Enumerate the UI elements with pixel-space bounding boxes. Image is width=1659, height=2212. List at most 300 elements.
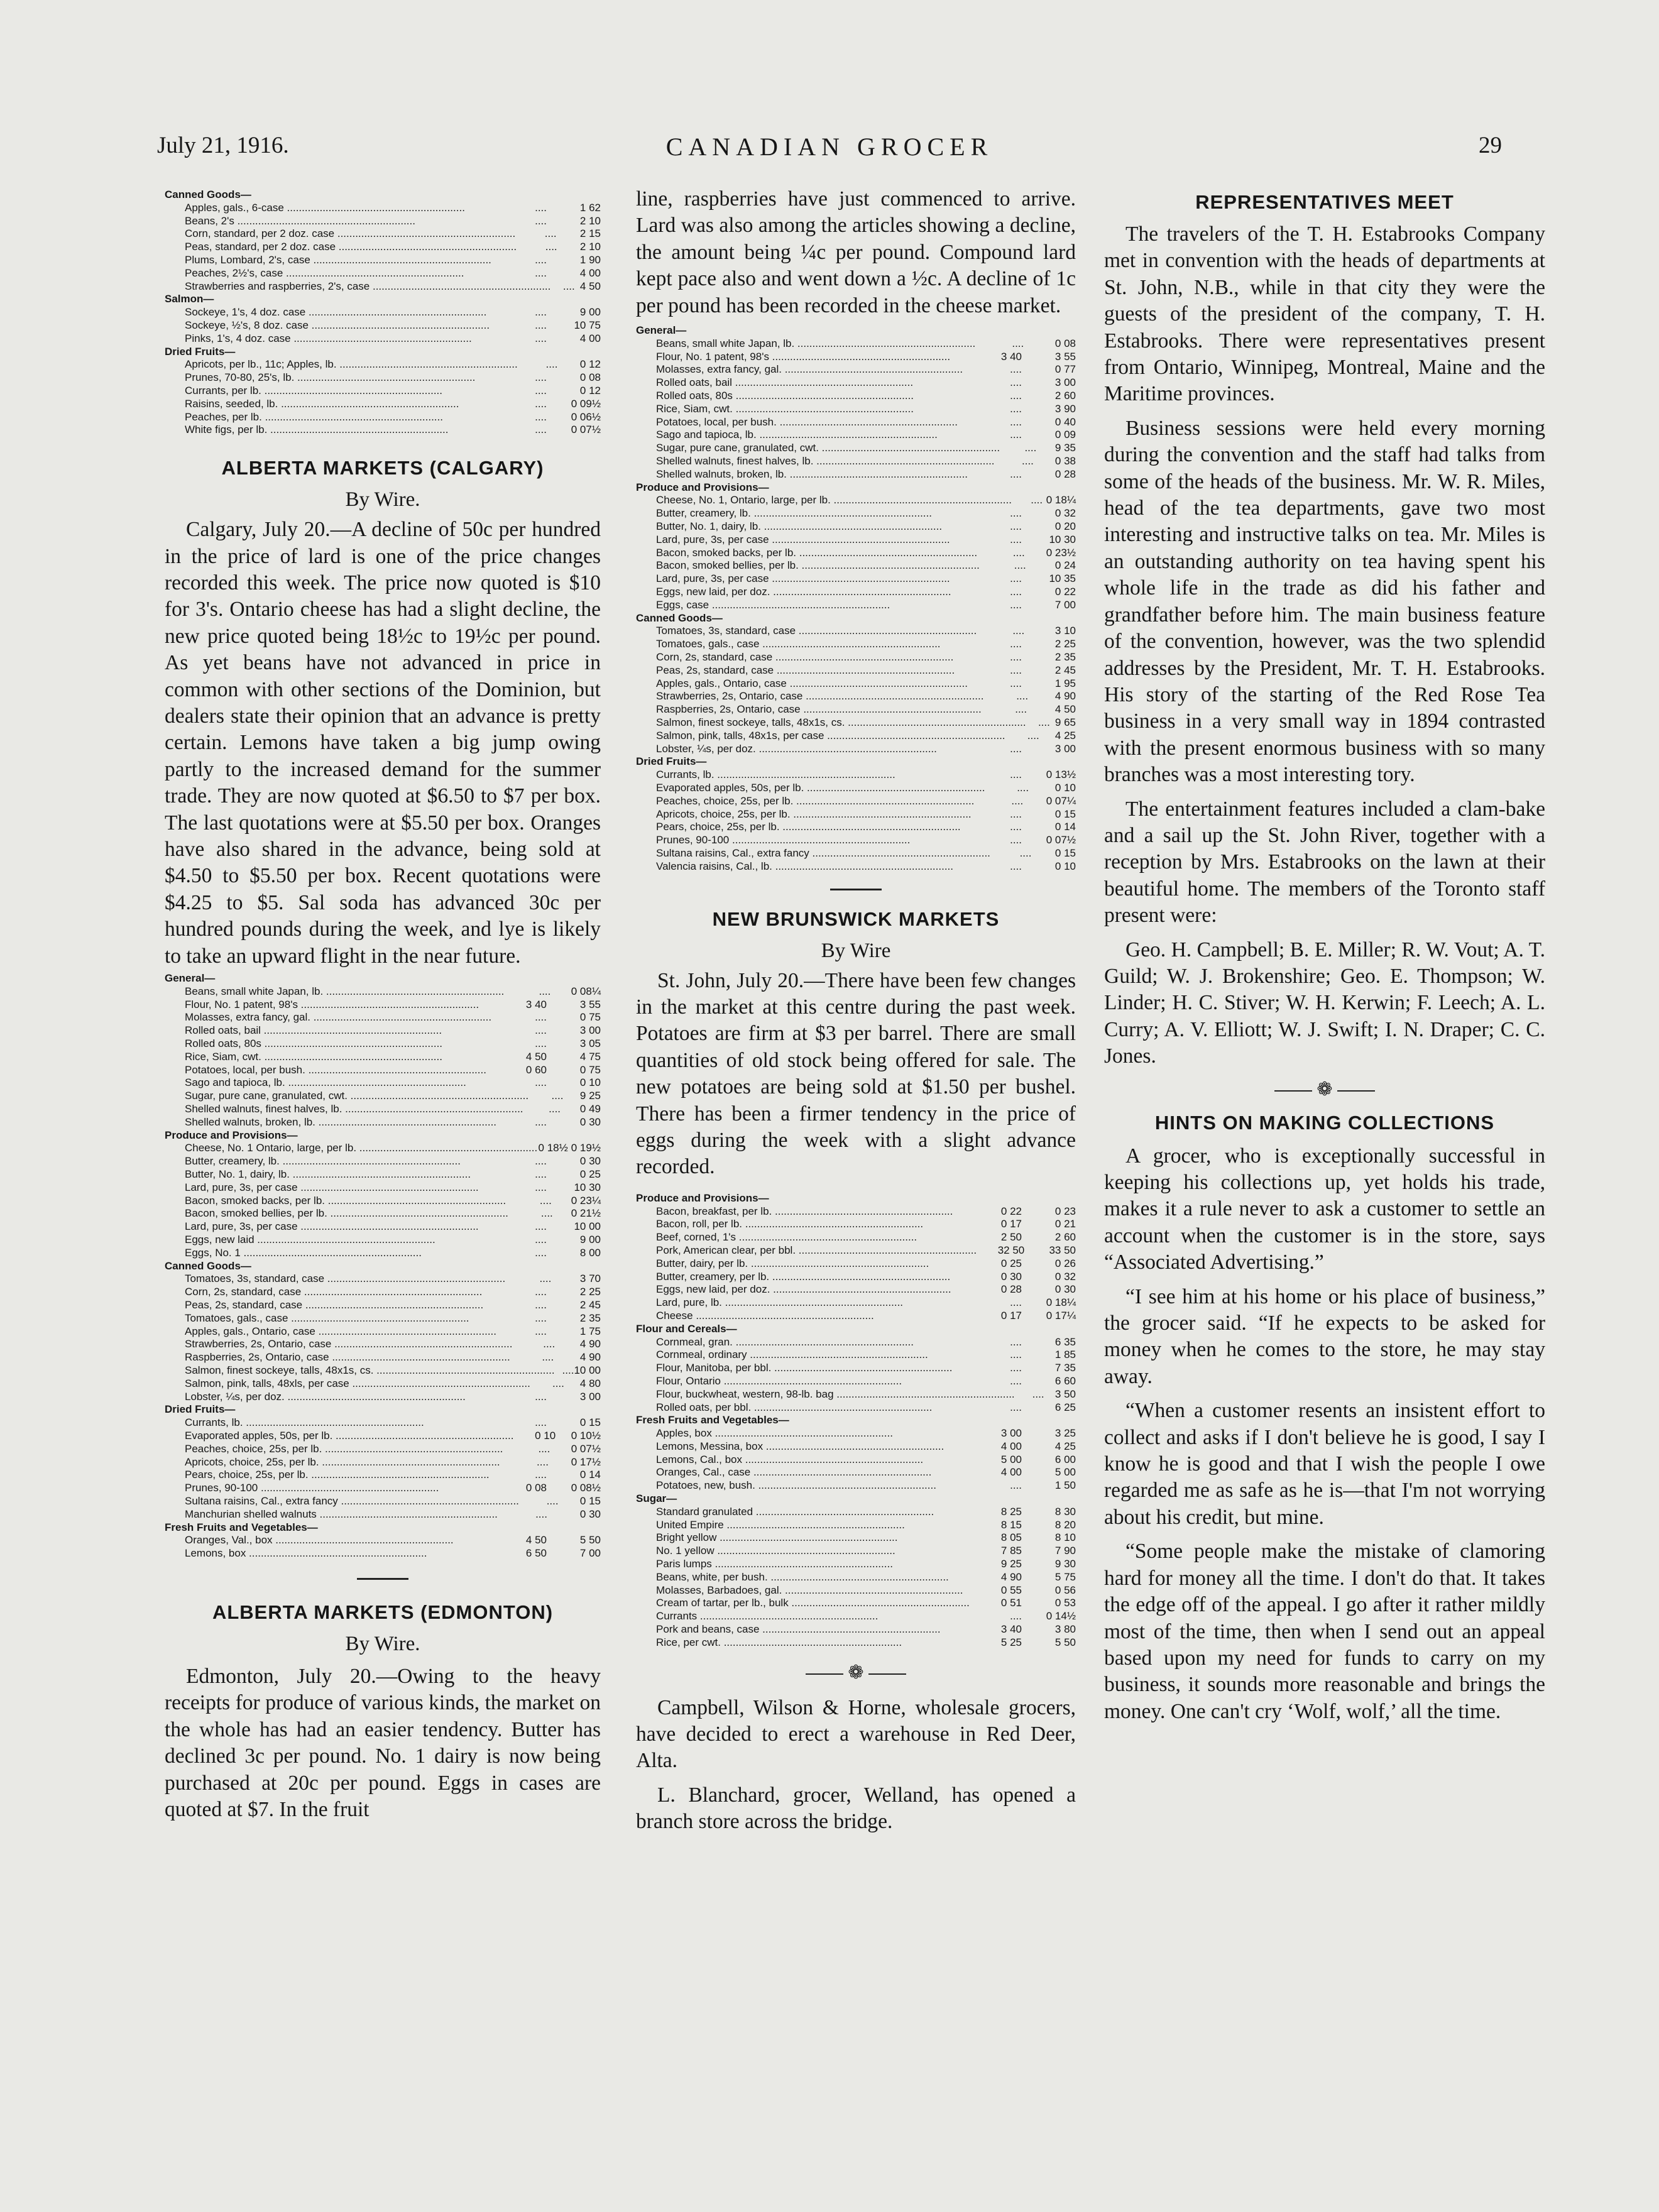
- price-low: 3 40: [1000, 1623, 1022, 1636]
- price-high: 0 09½: [571, 397, 601, 410]
- table-row: [636, 1401, 1076, 1415]
- price-high: 10 00: [574, 1364, 601, 1376]
- table-row: [636, 1597, 1076, 1610]
- table-category: Produce and Provisions—: [636, 481, 769, 493]
- price-high: 7 00: [1054, 598, 1076, 611]
- price-low: ....: [1015, 703, 1027, 716]
- price-high: 0 53: [1054, 1597, 1076, 1609]
- item-label: Bacon, roll, per lb. ............................................................: [656, 1218, 924, 1230]
- item-label: Currants ............................................................: [656, 1610, 879, 1623]
- item-label: Sugar, pure cane, granulated, cwt. ............................................................: [185, 1090, 529, 1102]
- item-label: Beans, small white Japan, lb. ............................................................: [656, 337, 976, 349]
- price-high: 9 35: [1054, 442, 1076, 454]
- price-high: 3 55: [1054, 350, 1076, 363]
- price-high: 5 50: [579, 1534, 601, 1547]
- table-category: General—: [165, 972, 216, 985]
- price-high: 4 50: [1054, 703, 1076, 716]
- toronto-staff-list: Geo. H. Campbell; B. E. Miller; R. W. Vout; A. T. Guild; W. J. Brokenshire; Geo. E. Thompson; W. Linder; H. C. Stiver; W. H. Kerwin; F. Leech; A. L. Curry; A. V. Elliott; W. J. Swift; I. N. Draper; C. C. Jones.: [1104, 938, 1545, 1068]
- price-low: ....: [1010, 1479, 1022, 1492]
- price-low: ....: [535, 319, 547, 331]
- price-high: 0 10½: [571, 1429, 601, 1442]
- price-low: 5 25: [1000, 1636, 1022, 1648]
- price-low: ....: [545, 358, 558, 371]
- price-high: 4 90: [579, 1351, 601, 1364]
- price-high: 0 07½: [571, 424, 601, 436]
- item-label: Pork and beans, case ............................................................: [656, 1623, 941, 1636]
- table-row: [165, 1351, 601, 1364]
- table-row: [636, 1623, 1076, 1636]
- price-high: 0 30: [579, 1155, 601, 1168]
- table-category: Dried Fruits—: [165, 345, 236, 358]
- item-label: Lobster, ¼s, per doz. ............................................................: [656, 742, 937, 755]
- item-label: Prunes, 90-100 ............................................................: [656, 834, 911, 846]
- price-low: 0 28: [1000, 1283, 1022, 1296]
- table-row: [165, 1482, 601, 1495]
- table-row: [165, 398, 601, 411]
- price-low: ....: [1010, 1374, 1022, 1387]
- price-low: ....: [544, 227, 557, 240]
- price-low: 0 17: [1000, 1309, 1022, 1322]
- calgary-heading: ALBERTA MARKETS (CALGARY): [221, 457, 544, 479]
- price-high: 4 25: [1054, 1440, 1076, 1452]
- item-label: Salmon, pink, talls, 48x1s, per case ............................................................: [656, 729, 1005, 742]
- price-high: 0 10: [579, 1076, 601, 1089]
- price-low: ....: [535, 1298, 547, 1311]
- price-high: 0 23¼: [571, 1194, 601, 1207]
- price-low: ....: [535, 1416, 547, 1429]
- price-low: 4 00: [1000, 1466, 1022, 1479]
- item-label: Apples, gals., 6-case ............................................................: [185, 201, 465, 214]
- price-low: ....: [535, 332, 547, 344]
- table-row: [165, 1273, 601, 1286]
- price-high: 0 30: [1054, 1283, 1076, 1296]
- price-high: 8 30: [1054, 1505, 1076, 1518]
- price-low: ....: [546, 1494, 559, 1507]
- table-row: [165, 985, 601, 999]
- table-row: [165, 215, 601, 228]
- item-label: Butter, creamery, per lb. ............................................................: [656, 1270, 951, 1283]
- item-label: Beans, white, per bush. ............................................................: [656, 1570, 949, 1583]
- table-row: [165, 202, 601, 215]
- item-label: Shelled walnuts, broken, lb. ............................................................: [185, 1115, 497, 1128]
- price-high: 1 75: [579, 1325, 601, 1337]
- price-low: ....: [535, 201, 547, 214]
- table-row: [636, 586, 1076, 599]
- price-low: 0 25: [1000, 1257, 1022, 1269]
- item-label: Sockeye, ½'s, 8 doz. case ............................................................: [185, 319, 490, 331]
- publication-title: CANADIAN GROCER: [665, 133, 994, 161]
- item-label: Oranges, Cal., case ............................................................: [656, 1466, 932, 1479]
- table-row: [165, 1391, 601, 1404]
- new-brunswick-report: St. John, July 20.—There have been few changes in the market at this centre during the past week. Potatoes are firm at $3 per barrel. There are small quantities of old stock being offered for sale. The new potatoes are being sold at $1.50 per bushel. There has been a firmer tendency in the price of eggs during the week with a slight advance recorded.: [636, 968, 1076, 1179]
- item-label: Currants, lb. ............................................................: [656, 769, 895, 781]
- price-low: ....: [1038, 716, 1050, 728]
- table-row: [636, 376, 1076, 390]
- item-label: Sugar, pure cane, granulated, cwt. ............................................................: [656, 442, 1000, 454]
- item-label: Peas, standard, per 2 doz. case ............................................................: [185, 241, 517, 253]
- price-high: 4 75: [579, 1050, 601, 1063]
- item-label: Molasses, extra fancy, gal. ............................................................: [656, 363, 963, 376]
- price-low: ....: [1010, 1296, 1022, 1309]
- table-row: [636, 572, 1076, 586]
- item-label: Tomatoes, 3s, standard, case ............................................................: [656, 625, 977, 637]
- item-label: Corn, standard, per 2 doz. case ............................................................: [185, 227, 516, 240]
- table-row: [636, 1479, 1076, 1492]
- price-high: 33 50: [1049, 1244, 1076, 1256]
- item-label: Corn, 2s, standard, case ............................................................: [185, 1286, 483, 1298]
- table-row: [165, 227, 601, 241]
- price-high: 2 25: [1054, 638, 1076, 650]
- price-low: ....: [545, 241, 557, 253]
- table-row: [636, 808, 1076, 821]
- item-label: Flour, Ontario ............................................................: [656, 1374, 902, 1387]
- price-high: 6 35: [1054, 1335, 1076, 1348]
- edmonton-report-part2: line, raspberries have just commenced to arrive. Lard was also among the articles showing a decline, the amount being ¼c per pound. Compound lard kept pace also and went down a ½c. A decline of 1c per pound has been recorded in the cheese market.: [636, 187, 1076, 317]
- price-low: 0 55: [1000, 1584, 1022, 1596]
- table-row: [165, 1299, 601, 1312]
- price-low: ....: [1010, 860, 1022, 872]
- price-low: 32 50: [997, 1244, 1025, 1256]
- price-high: 0 06½: [571, 410, 601, 423]
- table-category: Sugar—: [636, 1492, 677, 1505]
- edmonton-report-part1: Edmonton, July 20.—Owing to the heavy receipts for produce of various kinds, the market on the whole has had an easier tendency. Butter has declined 3c per pound. No. 1 dairy is now being purchased at 20c per pound. Eggs in cases are quoted at $7. In the fruit: [165, 1664, 601, 1821]
- table-row: [636, 599, 1076, 612]
- table-category: General—: [636, 324, 687, 337]
- table-row: [636, 1610, 1076, 1623]
- price-high: 0 18¼: [1046, 1296, 1076, 1309]
- table-row: [636, 1506, 1076, 1519]
- item-label: Lard, pure, 3s, per case ............................................................: [656, 533, 950, 545]
- calgary-report: Calgary, July 20.—A decline of 50c per hundred in the price of lard is one of the price changes recorded this week. The price now quoted is $10 for 3's. Ontario cheese has had a slight decline, the new price quoted being 18½c to 19½c per pound. As yet beans have not advanced in price in common with other sections of the Dominion, but dealers state their opinion that an advance is pretty certain. Lemons have taken a big jump owing partly to the increased demand for the summer trade. They are now quoted at $6.50 to $7 per box. The last quotations were at $5.50 per box. Oranges have also shared in the advance, being sold at $4.50 to $5.50 per box. Recent quotations were $4.25 to $5. Sal soda has advanced 30c per hundred pounds during the week, and lye is likely to take an upward flight in the near future.: [165, 518, 601, 968]
- table-row: [165, 241, 601, 254]
- table-category: Fresh Fruits and Vegetables—: [165, 1521, 318, 1533]
- note-blanchard: L. Blanchard, grocer, Welland, has opened a branch store across the bridge.: [636, 1783, 1076, 1834]
- item-label: Eggs, new laid ............................................................: [185, 1233, 435, 1246]
- item-label: Paris lumps ............................................................: [656, 1558, 893, 1570]
- price-high: 9 00: [579, 1233, 601, 1246]
- table-row: [165, 1312, 601, 1325]
- table-row: [636, 703, 1076, 716]
- table-row: [165, 1207, 601, 1220]
- item-label: Apricots, choice, 25s, per lb. ............................................................: [185, 1455, 500, 1468]
- table-row: [636, 1336, 1076, 1349]
- item-label: Rolled oats, bail ............................................................: [656, 376, 914, 389]
- item-label: Tomatoes, gals., case ............................................................: [656, 638, 941, 650]
- price-high: 6 00: [1054, 1453, 1076, 1465]
- item-label: Apricots, per lb., 11c; Apples, lb. ............................................................: [185, 358, 518, 371]
- flower-ornament-icon: ❁: [1317, 1078, 1333, 1100]
- table-row: [636, 520, 1076, 534]
- item-label: Tomatoes, gals., case ............................................................: [185, 1311, 469, 1324]
- table-category: Flour and Cereals—: [636, 1322, 737, 1335]
- price-high: 0 75: [579, 1011, 601, 1024]
- item-label: Oranges, Val., box ............................................................: [185, 1534, 454, 1547]
- table-row: [636, 1388, 1076, 1401]
- price-high: 0 15: [579, 1494, 601, 1507]
- price-low: ....: [1012, 337, 1024, 349]
- price-low: ....: [535, 397, 547, 410]
- table-category: Dried Fruits—: [165, 1403, 236, 1416]
- table-row: [636, 1571, 1076, 1584]
- table-row: [636, 716, 1076, 730]
- item-label: Flour, Manitoba, per bbl. ............................................................: [656, 1362, 953, 1374]
- price-low: ....: [1012, 546, 1025, 559]
- table-row: [636, 821, 1076, 834]
- item-label: Flour, buckwheat, western, 98-lb. bag ............................................................: [656, 1388, 1015, 1400]
- table-row: [165, 424, 601, 437]
- collections-paragraph: “When a customer resents an insistent effort to collect and asks if I don't believe he is good, I say I know he is good and that I wish the people I owe regarded me as safe as he is—that I'm not worrying about his credit, but mine.: [1104, 1399, 1545, 1529]
- price-low: ....: [1017, 781, 1029, 794]
- price-low: 0 17: [1000, 1218, 1022, 1230]
- item-label: Eggs, case ............................................................: [656, 598, 890, 611]
- price-high: 3 00: [1054, 376, 1076, 389]
- price-high: 0 77: [1054, 363, 1076, 376]
- price-high: 0 32: [1054, 507, 1076, 520]
- calgary-byline: By Wire.: [345, 488, 420, 512]
- table-row: [165, 1547, 601, 1560]
- price-high: 0 28: [1054, 468, 1076, 480]
- item-label: Beans, 2's ............................................................: [185, 214, 415, 227]
- item-label: Rice, Siam, cwt. ............................................................: [185, 1050, 442, 1063]
- item-label: Bacon, smoked backs, per lb. ............................................................: [185, 1194, 506, 1207]
- table-category: Produce and Provisions—: [165, 1129, 298, 1141]
- table-row: [165, 1076, 601, 1090]
- item-label: Prunes, 70-80, 25's, lb. ............................................................: [185, 371, 476, 384]
- price-low: ....: [1032, 1388, 1044, 1400]
- price-low: ....: [535, 1390, 547, 1403]
- item-label: Peaches, per lb. ............................................................: [185, 410, 443, 423]
- table-row: [636, 494, 1076, 507]
- table-row: [636, 625, 1076, 638]
- item-label: Eggs, No. 1 ............................................................: [185, 1246, 422, 1259]
- column-left: [165, 189, 601, 2099]
- price-low: ....: [535, 1508, 547, 1520]
- price-high: 2 35: [579, 1311, 601, 1324]
- table-row: [165, 1234, 601, 1247]
- page-header: [157, 132, 1502, 170]
- table-row: [165, 1364, 601, 1377]
- table-row: [636, 860, 1076, 873]
- price-high: 3 05: [579, 1038, 601, 1050]
- item-label: Sockeye, 1's, 4 doz. case ............................................................: [185, 306, 487, 319]
- representatives-paragraph: The entertainment features included a clam-bake and a sail up the St. John River, together with a reception by Mrs. Estabrooks on the lawn at their beautiful home. The members of the Toronto staff present were:: [1104, 797, 1545, 928]
- item-label: Rolled oats, per bbl. ............................................................: [656, 1401, 933, 1413]
- price-high: 0 14½: [1046, 1610, 1076, 1623]
- table-row: [165, 1103, 601, 1116]
- item-label: Salmon, finest sockeye, talls, 48x1s, cs. ............................................................: [185, 1364, 555, 1376]
- item-label: Bacon, smoked bellies, per lb. ............................................................: [185, 1207, 508, 1220]
- price-low: ....: [535, 410, 547, 423]
- price-low: ....: [1019, 846, 1032, 859]
- price-low: ....: [1010, 429, 1022, 441]
- item-label: Eggs, new laid, per doz. ............................................................: [656, 585, 951, 598]
- table-row: [165, 1090, 601, 1103]
- price-low: ....: [535, 1233, 547, 1246]
- table-row: [636, 1375, 1076, 1388]
- price-low: 0 30: [1000, 1270, 1022, 1283]
- price-low: ....: [543, 1338, 556, 1350]
- item-label: Valencia raisins, Cal., lb. ............................................................: [656, 860, 953, 872]
- item-label: Shelled walnuts, broken, lb. ............................................................: [656, 468, 968, 480]
- item-label: Lemons, Messina, box ............................................................: [656, 1440, 944, 1452]
- table-row: [165, 1038, 601, 1051]
- item-label: Peaches, choice, 25s, per lb. ............................................................: [656, 794, 975, 807]
- price-high: 8 00: [579, 1246, 601, 1259]
- item-label: Butter, No. 1, dairy, lb. ............................................................: [656, 520, 943, 532]
- price-high: 0 22: [1054, 585, 1076, 598]
- table-row: [636, 468, 1076, 481]
- table-row: [636, 507, 1076, 520]
- price-low: ....: [1010, 1362, 1022, 1374]
- table-row: [636, 416, 1076, 429]
- price-high: 0 08¼: [571, 985, 601, 997]
- price-high: 0 08: [1054, 337, 1076, 349]
- collections-paragraph: “I see him at his home or his place of business,” the grocer said. “If he expects to be asked for money when he comes to the store, he may stay away.: [1104, 1284, 1545, 1388]
- price-low: ....: [535, 384, 547, 397]
- table-row: [165, 306, 601, 319]
- item-label: Pinks, 1's, 4 doz. case ............................................................: [185, 332, 472, 344]
- price-low: 4 90: [1000, 1570, 1022, 1583]
- item-label: Apples, gals., Ontario, case ............................................................: [185, 1325, 496, 1337]
- item-label: Cornmeal, gran. ............................................................: [656, 1335, 914, 1348]
- table-row: [165, 1456, 601, 1469]
- price-low: ....: [535, 1469, 547, 1481]
- price-low: 8 25: [1000, 1505, 1022, 1518]
- edmonton-heading: ALBERTA MARKETS (EDMONTON): [212, 1601, 554, 1623]
- column-middle: [636, 189, 1076, 2099]
- table-category: Dried Fruits—: [636, 755, 707, 768]
- representatives-paragraph: The travelers of the T. H. Estabrooks Company met in convention with the heads of departments at St. John, N.B., while in that city they were the guests of the president of the company, T. H. Estabrooks. There were representatives present from Ontario, Winnipeg, Montreal, Maine and the Maritime provinces.: [1104, 222, 1545, 406]
- price-high: 0 17¼: [1046, 1309, 1076, 1322]
- table-row: [165, 1024, 601, 1038]
- table-row: [636, 638, 1076, 651]
- item-label: Currants, lb. ............................................................: [185, 1416, 424, 1429]
- item-label: Evaporated apples, 50s, per lb. ............................................................: [185, 1429, 514, 1442]
- price-high: 2 45: [1054, 664, 1076, 676]
- table-row: [165, 1195, 601, 1208]
- price-high: 7 90: [1054, 1545, 1076, 1557]
- item-label: Lard, pure, 3s, per case ............................................................: [185, 1181, 479, 1193]
- price-low: ....: [535, 1246, 547, 1259]
- item-label: Sago and tapioca, lb. ............................................................: [656, 429, 938, 441]
- price-low: ....: [1010, 821, 1022, 833]
- item-label: Currants, per lb. ............................................................: [185, 384, 442, 397]
- price-low: ....: [1024, 442, 1037, 454]
- item-label: Peas, 2s, standard, case ............................................................: [185, 1298, 484, 1311]
- price-low: ....: [1011, 794, 1024, 807]
- price-high: 0 15: [1054, 846, 1076, 859]
- item-label: Lard, pure, lb. ............................................................: [656, 1296, 904, 1309]
- price-low: ....: [1010, 769, 1022, 781]
- price-high: 3 80: [1054, 1623, 1076, 1636]
- price-high: 7 00: [579, 1547, 601, 1560]
- price-low: ....: [535, 1038, 547, 1050]
- item-label: Apricots, choice, 25s, per lb. ............................................................: [656, 808, 972, 820]
- price-high: 2 60: [1054, 1231, 1076, 1244]
- table-row: [636, 1349, 1076, 1362]
- price-low: ....: [535, 1076, 547, 1089]
- item-label: Bacon, smoked bellies, per lb. ............................................................: [656, 559, 980, 572]
- item-label: Sultana raisins, Cal., extra fancy ............................................................: [185, 1494, 519, 1507]
- item-label: Molasses, extra fancy, gal. ............................................................: [185, 1011, 492, 1024]
- item-label: Cream of tartar, per lb., bulk ............................................................: [656, 1597, 970, 1609]
- price-high: 0 07½: [1046, 834, 1076, 846]
- table-category: Canned Goods—: [636, 611, 723, 624]
- price-low: ....: [1010, 650, 1022, 663]
- table-row: [636, 390, 1076, 403]
- table-row: [165, 1168, 601, 1181]
- item-label: Evaporated apples, 50s, per lb. ............................................................: [656, 781, 985, 794]
- item-label: Butter, dairy, per lb. ............................................................: [656, 1257, 929, 1269]
- price-high: 0 21½: [571, 1207, 601, 1220]
- table-row: [636, 403, 1076, 416]
- price-low: ....: [535, 1181, 547, 1193]
- price-high: 0 10: [1054, 860, 1076, 872]
- table-row: [165, 1534, 601, 1547]
- item-label: Flour, No. 1 patent, 98's ............................................................: [656, 350, 951, 363]
- table-row: [165, 385, 601, 398]
- ornament-divider: [636, 1663, 1076, 1682]
- calgary-price-table: [165, 972, 601, 1560]
- item-label: Peaches, choice, 25s, per lb. ............................................................: [185, 1442, 503, 1455]
- item-label: Potatoes, local, per bush. ............................................................: [185, 1063, 486, 1076]
- table-row: [636, 1271, 1076, 1284]
- table-row: [636, 1545, 1076, 1558]
- price-low: ....: [562, 1364, 574, 1376]
- price-low: ....: [1010, 402, 1022, 415]
- table-row: [636, 1558, 1076, 1571]
- price-high: 6 60: [1054, 1374, 1076, 1387]
- price-high: 10 75: [574, 319, 601, 331]
- price-high: 5 00: [1054, 1466, 1076, 1479]
- table-row: [636, 834, 1076, 847]
- price-low: ....: [1010, 664, 1022, 676]
- table-row: [636, 1296, 1076, 1310]
- table-row: [165, 267, 601, 280]
- price-low: ....: [535, 1220, 547, 1233]
- table-row: [165, 1508, 601, 1521]
- price-high: 2 45: [579, 1298, 601, 1311]
- price-high: 0 08½: [571, 1482, 601, 1494]
- price-low: ....: [535, 424, 547, 436]
- table-row: [165, 1495, 601, 1508]
- price-high: 8 10: [1054, 1531, 1076, 1544]
- table-row: [636, 442, 1076, 455]
- item-label: Cheese ............................................................: [656, 1309, 874, 1322]
- table-row: [165, 1064, 601, 1077]
- price-low: ....: [552, 1377, 564, 1389]
- new-brunswick-price-table: [636, 1192, 1076, 1650]
- price-low: ....: [551, 1090, 564, 1102]
- item-label: Corn, 2s, standard, case ............................................................: [656, 650, 954, 663]
- price-low: 9 25: [1000, 1558, 1022, 1570]
- price-high: 0 12: [579, 358, 601, 371]
- table-row: [165, 999, 601, 1012]
- column-right: [1104, 189, 1545, 2099]
- table-row: [636, 337, 1076, 351]
- table-row: [165, 358, 601, 371]
- item-label: Pork, American clear, per bbl. ............................................................: [656, 1244, 977, 1256]
- table-row: [636, 677, 1076, 691]
- price-high: 6 25: [1054, 1401, 1076, 1413]
- price-low: ....: [1010, 1401, 1022, 1413]
- item-label: Molasses, Barbadoes, gal. ............................................................: [656, 1584, 963, 1596]
- new-brunswick-heading: NEW BRUNSWICK MARKETS: [712, 907, 1000, 930]
- price-high: 3 70: [579, 1273, 601, 1285]
- table-row: [636, 1466, 1076, 1479]
- price-low: ....: [1010, 390, 1022, 402]
- table-category: Canned Goods—: [165, 1259, 251, 1272]
